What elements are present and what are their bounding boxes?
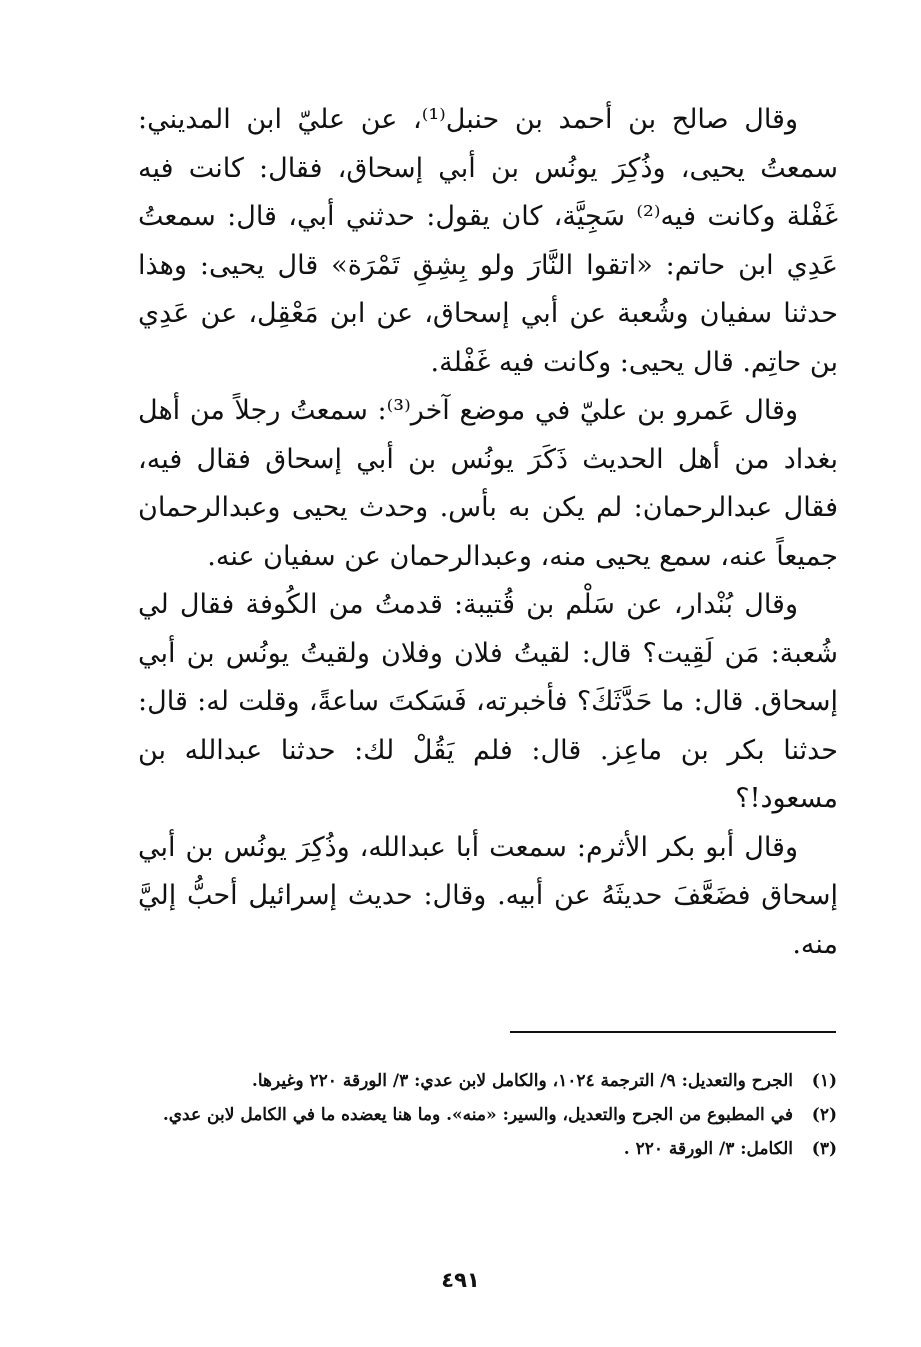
footnote-number: (١)	[811, 1071, 837, 1091]
footnote-text: الجرح والتعديل: ٩/ الترجمة ١٠٢٤، والكامل لابن عدي: ٣/ الورقة ٢٢٠ وغيرها.	[251, 1071, 793, 1091]
footnote-divider	[510, 1031, 836, 1033]
page-number: ٤٩١	[441, 1268, 480, 1292]
paragraph-4: وقال أبو بكر الأثرم: سمعت أبا عبدالله، وذُكِرَ يونُس بن أبي إسحاق فضَعَّفَ حديثَهُ عن أبيه. وقال: حديث إسرائيل أحبُّ إليَّ منه.	[138, 831, 838, 960]
footnotes	[135, 1066, 837, 1168]
paragraph-1: وقال صالح بن أحمد بن حنبل⁽¹⁾، عن عليّ ابن المديني: سمعتُ يحيى، وذُكِرَ يونُس بن أبي إسحاق، فقال: كانت فيه غَفْلة وكانت فيه⁽²⁾ سَجِيَّة، كان يقول: حدثني أبي، قال: سمعتُ عَدِي ابن حاتم: «اتقوا النَّارَ ولو بِشِقِ تَمْرَة» قال يحيى: وهذا حدثنا سفيان وشُعبة عن أبي إسحاق، عن ابن مَعْقِل، عن عَدِي بن حاتِم. قال يحيى: وكانت فيه غَفْلة.	[138, 104, 838, 378]
footnote-number: (٣)	[811, 1139, 837, 1159]
footnote-text: الكامل: ٣/ الورقة ٢٢٠ .	[623, 1139, 793, 1159]
paragraph-2: وقال عَمرو بن عليّ في موضع آخر⁽³⁾: سمعتُ رجلاً من أهل بغداد من أهل الحديث ذَكَرَ يونُس بن أبي إسحاق فقال فيه، فقال عبدالرحمان: لم يكن به بأس. وحدث يحيى وعبدالرحمان جميعاً عنه، سمع يحيى منه، وعبدالرحمان عن سفيان عنه.	[138, 395, 838, 572]
footnote-number: (٢)	[811, 1105, 837, 1125]
paragraph-3: وقال بُنْدار، عن سَلْم بن قُتيبة: قدمتُ من الكُوفة فقال لي شُعبة: مَن لَقِيت؟ قال: لقيتُ فلان وفلان ولقيتُ يونُس بن أبي إسحاق. قال: ما حَدَّثَكَ؟ فأخبرته، فَسَكتَ ساعةً، وقلت له: قال: حدثنا بكر بن ماعِز. قال: فلم يَقُلْ لك: حدثنا عبدالله بن مسعود!؟	[138, 589, 838, 814]
footnote-2	[135, 1100, 837, 1130]
footnote-3	[135, 1134, 837, 1164]
footnote-text: في المطبوع من الجرح والتعديل، والسير: «منه». وما هنا يعضده ما في الكامل لابن عدي.	[162, 1105, 793, 1125]
main-text	[138, 96, 838, 969]
footnote-1	[135, 1066, 837, 1096]
